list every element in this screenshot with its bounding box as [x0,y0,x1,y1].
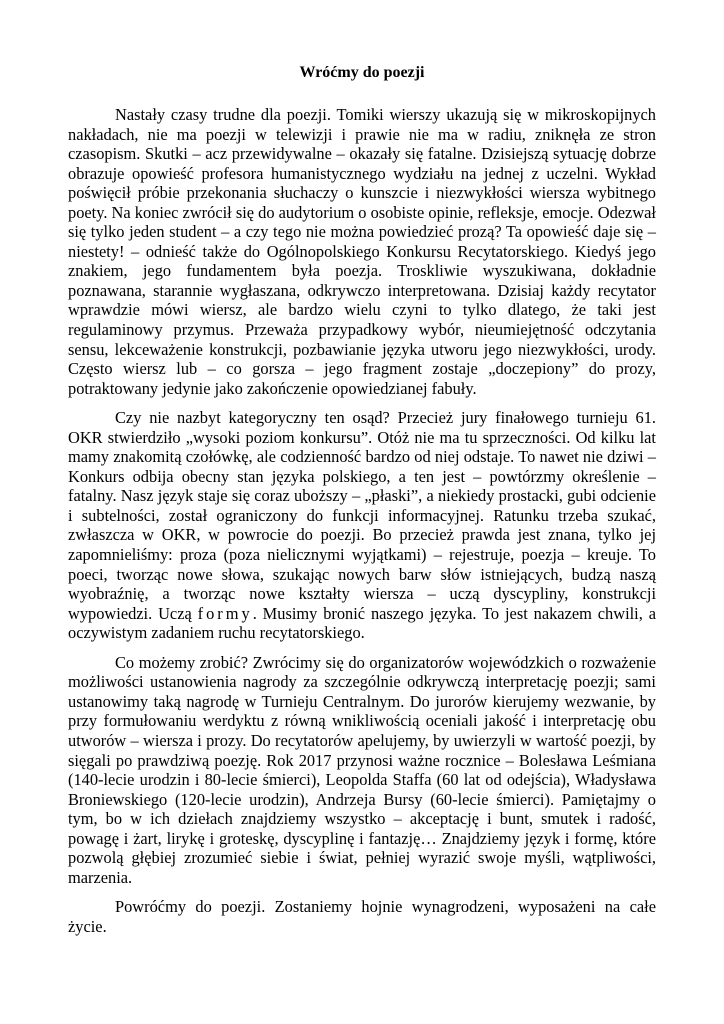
page-title: Wróćmy do poezji [299,64,425,81]
paragraph-2-text: Czy nie nazbyt kategoryczny ten osąd? Przecież jury finałowego turnieju 61. OKR stwierdziło „wysoki poziom konkursu”. Otóż nie ma tu sprzeczności. Od kilku lat mamy znakomitą czołówkę, ale codzienność bardzo od niej odstaje. To nawet nie dziwi – Konkurs odbija obecny stan języka polskiego, a ten jest – powtórzmy określenie – fatalny. Nasz język staje się coraz uboższy – „płaski”, a niekiedy prostacki, gubi odcienie i subtelności, został ograniczony do funkcji informacyjnej. Ratunku trzeba szukać, zwłaszcza w OKR, w powrocie do poezji. Bo przecież prawda jest znana, tylko jej zapomnieliśmy: proza (poza nielicznymi wyjątkami) – rejestruje, poezja – kreuje. To poeci, tworząc nowe słowa, szukając nowych barw słów istniejących, budzą naszą wyobraźnię, a tworząc nowe kształty wiersza – uczą dyscypliny, konstrukcji wypowiedzi. Uczą [68,408,656,623]
paragraph-2-emphasis: formy [197,603,253,623]
paragraph-2-tail: . Musimy bronić naszego języka. To jest nakazem chwili, a oczywistym zadaniem ruchu recytatorskiego. [68,603,656,643]
paragraph-3: Co możemy zrobić? Zwrócimy się do organizatorów wojewódzkich o rozważenie możliwości ustanowienia nagrody za szczególnie odkrywczą interpretację poezji; sami ustanowimy taką nagrodę w Turnieju Centralnym. Do jurorów kierujemy wezwanie, by przy formułowaniu werdyktu z równą wnikliwością oceniali jakość i interpretację obu utworów – wiersza i prozy. Do recytatorów apelujemy, by uwierzyli w wartość poezji, by sięgali po prawdziwą poezję. Rok 2017 przynosi ważne rocznice – Bolesława Leśmiana (140-lecie urodzin i 80-lecie śmierci), Leopolda Staffa (60 lat od odejścia), Władysława Broniewskiego (120-lecie urodzin), Andrzeja Bursy (60-lecie śmierci). Pamiętajmy o tym, bo w ich dziełach znajdziemy wszystko – akceptację i bunt, smutek i radość, powagę i żart, lirykę i groteskę, dyscyplinę i fantazję… Znajdziemy język i formę, które pozwolą głębiej zrozumieć siebie i świat, pełniej wyrazić swoje myśli, wątpliwości, marzenia. [68,652,656,887]
paragraph-1: Nastały czasy trudne dla poezji. Tomiki wierszy ukazują się w mikroskopijnych nakładach, nie ma poezji w telewizji i prawie nie ma w radiu, zniknęła ze stron czasopism. Skutki – acz przewidywalne – okazały się fatalne. Dzisiejszą sytuację dobrze obrazuje opowieść profesora humanistycznego wydziału na jednej z uczelni. Wykład poświęcił próbie przekonania słuchaczy o kunszcie i niezwykłości wiersza wybitnego poety. Na koniec zwrócił się do audytorium o osobiste opinie, refleksje, emocje. Odezwał się tylko jeden student – a czy tego nie można powiedzieć prozą? Ta opowieść daje się – niestety! – odnieść także do Ogólnopolskiego Konkursu Recytatorskiego. Kiedyś jego znakiem, jego fundamentem była poezja. Troskliwie wyszukiwana, dokładnie poznawana, starannie wygłaszana, odkrywczo interpretowana. Dzisiaj każdy recytator wprawdzie mówi wiersz, ale bardzo wielu czyni to tylko dlatego, że taki jest regulaminowy przymus. Przeważa przypadkowy wybór, nieumiejętność odczytania sensu, lekceważenie konstrukcji, pozbawianie języka utworu jego niezwykłości, urody. Często wiersz lub – co gorsza – jego fragment zostaje „doczepiony” do prozy, potraktowany jedynie jako zakończenie opowiedzianej fabuły. [68,105,656,398]
paragraph-2 [68,408,656,643]
article-body [68,105,656,946]
paragraph-4: Powróćmy do poezji. Zostaniemy hojnie wynagrodzeni, wyposażeni na całe życie. [68,897,656,936]
